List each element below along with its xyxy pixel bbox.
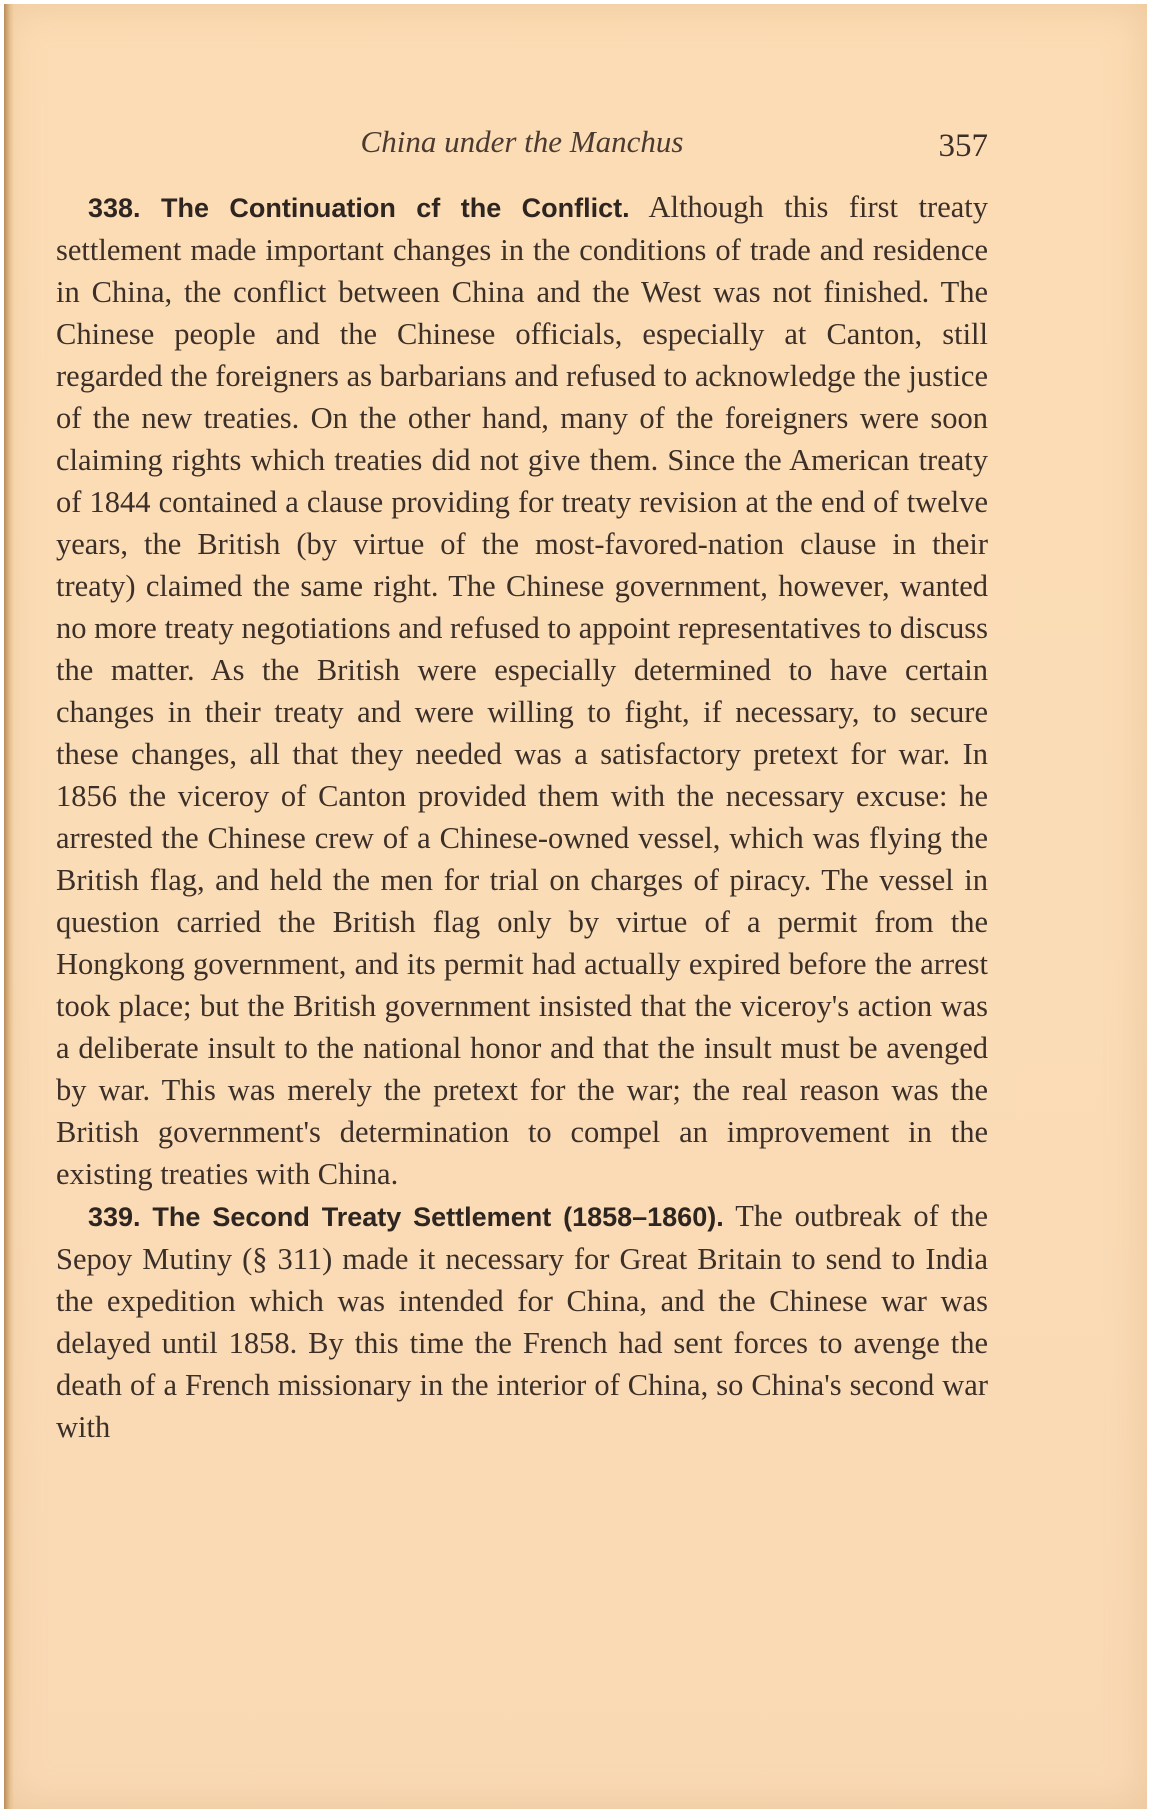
running-head-title: China under the Manchus xyxy=(360,124,684,159)
running-head xyxy=(56,120,988,168)
paragraph-338 xyxy=(56,186,988,1195)
page-left-edge-shadow xyxy=(4,4,14,1809)
paragraph-339 xyxy=(56,1195,988,1448)
paragraph-338-text: Although this first treaty settlement made important changes in the conditions of trade and residence in China, the conflict between China and the West was not finished. The Chinese people and the Chinese officials, especially at Canton, still regarded the foreigners as barbarians and refused to acknowledge the justice of the new treaties. On the other hand, many of the foreigners were soon claiming rights which treaties did not give them. Since the American treaty of 1844 contained a clause providing for treaty revision at the end of twelve years, the British (by virtue of the most-favored-nation clause in their treaty) claimed the same right. The Chinese government, however, wanted no more treaty negotiations and refused to appoint representatives to discuss the matter. As the British were especially determined to have certain changes in their treaty and were willing to fight, if necessary, to secure these changes, all that they needed was a satisfactory pretext for war. In 1856 the viceroy of Canton provided them with the necessary excuse: he arrested the Chinese crew of a Chinese-owned vessel, which was flying the British flag, and held the men for trial on charges of piracy. The vessel in question carried the British flag only by virtue of a permit from the Hongkong government, and its permit had actually expired before the arrest took place; but the British government insisted that the viceroy's action was a deliberate insult to the national honor and that the insult must be avenged by war. This was merely the pretext for the war; the real reason was the British government's determination to compel an improvement in the existing treaties with China. xyxy=(56,190,988,1191)
paragraph-339-text: The outbreak of the Sepoy Mutiny (§ 311) made it necessary for Great Britain to send to India the expedition which was intended for China, and the Chinese war was delayed until 1858. By this time the French had sent forces to avenge the death of a French missionary in the interior of China, so China's second war with xyxy=(56,1199,989,1444)
section-heading-339: 339. The Second Treaty Settlement (1858–1860). xyxy=(88,1202,724,1232)
page-number: 357 xyxy=(938,128,988,164)
body-text xyxy=(56,186,988,1448)
section-heading-338: 338. The Continuation cf the Conflict. xyxy=(88,193,630,223)
book-page xyxy=(4,4,1147,1809)
